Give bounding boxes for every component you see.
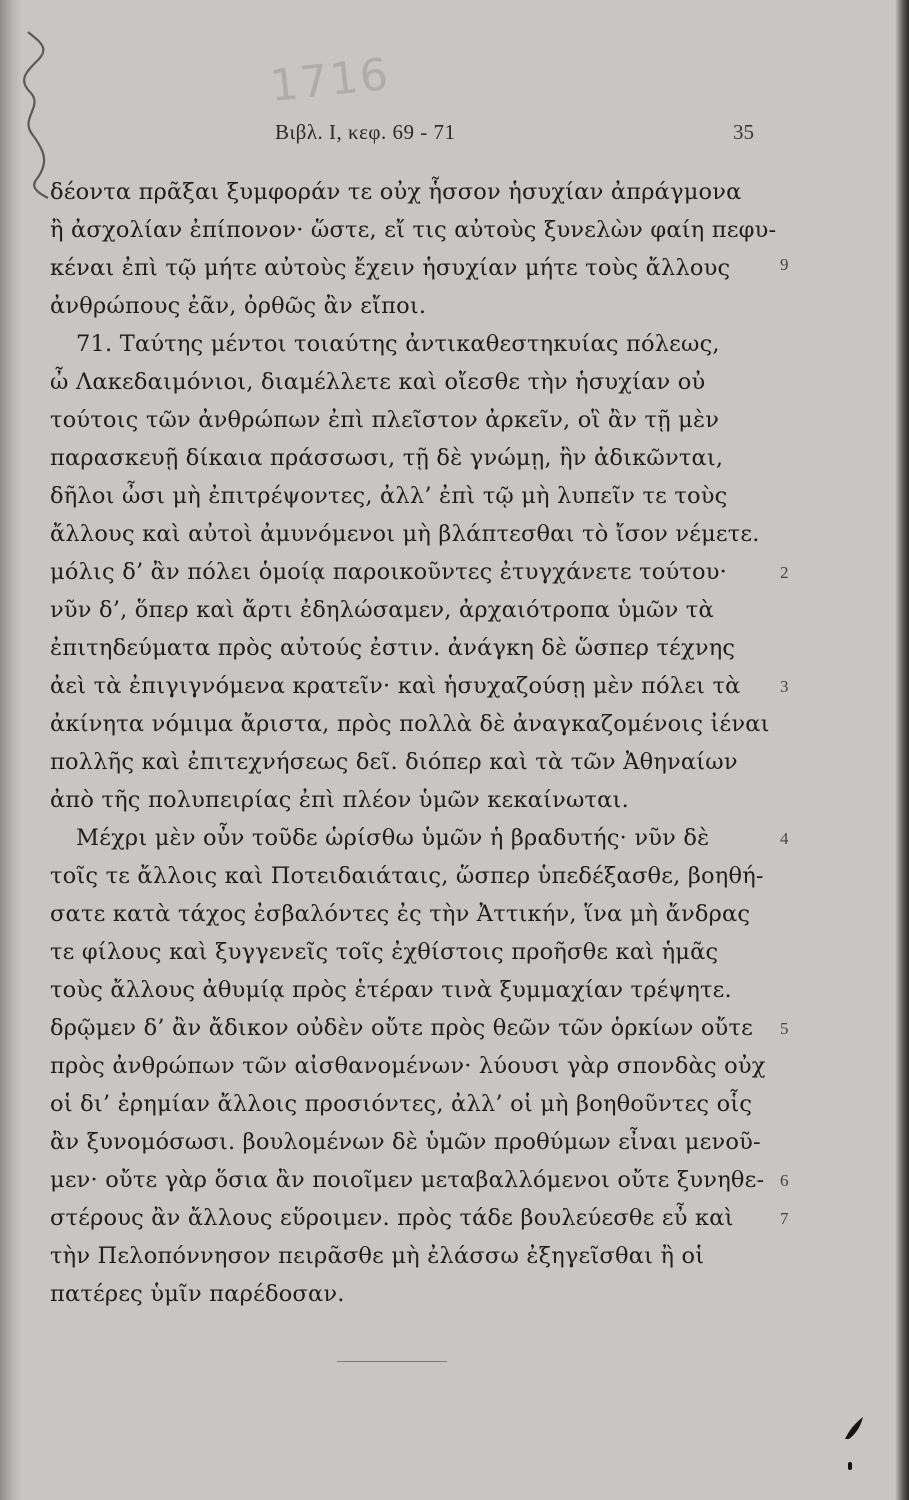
- text-line: τοὺς ἄλλους ἀθυμίᾳ πρὸς ἑτέραν τινὰ ξυμμαχίαν τρέψητε.: [50, 977, 732, 1003]
- text-line: δέοντα πρᾶξαι ξυμφοράν τε οὐχ ἧσσον ἡσυχίαν ἀπράγμονα: [50, 179, 742, 205]
- text-line: πατέρες ὑμῖν παρέδοσαν.: [50, 1281, 345, 1307]
- section-number: 2: [780, 563, 789, 582]
- text-line: τοῖς τε ἄλλοις καὶ Ποτειδαιάταις, ὥσπερ ὑπεδέξασθε, βοηθή-: [50, 863, 764, 889]
- section-number: 3: [780, 677, 789, 696]
- text-line: πολλῆς καὶ ἐπιτεχνήσεως δεῖ. διόπερ καὶ τὰ τῶν Ἀθηναίων: [50, 749, 738, 775]
- text-line: στέρους ἂν ἄλλους εὕροιμεν. πρὸς τάδε βουλεύεσθε εὖ καὶ: [50, 1205, 734, 1231]
- text-line: πρὸς ἀνθρώπων τῶν αἰσθανομένων· λύουσι γὰρ σπονδὰς οὐχ: [50, 1053, 766, 1079]
- text-line: κέναι ἐπὶ τῷ μήτε αὐτοὺς ἔχειν ἡσυχίαν μήτε τοὺς ἄλλους: [50, 255, 731, 281]
- section-number: 7: [780, 1209, 789, 1228]
- text-line: ὦ Λακεδαιμόνιοι, διαμέλλετε καὶ οἴεσθε τὴν ἡσυχίαν οὐ: [50, 369, 706, 395]
- section-number: 9: [780, 255, 789, 274]
- text-line: νῦν δ’, ὅπερ καὶ ἄρτι ἐδηλώσαμεν, ἀρχαιότροπα ὑμῶν τὰ: [50, 597, 714, 623]
- text-line: τούτοις τῶν ἀνθρώπων ἐπὶ πλεῖστον ἀρκεῖν, οἳ ἂν τῇ μὲν: [50, 407, 720, 433]
- text-line: ἄλλους καὶ αὐτοὶ ἀμυνόμενοι μὴ βλάπτεσθαι τὸ ἴσον νέμετε.: [50, 521, 760, 547]
- text-line: μεν· οὔτε γὰρ ὅσια ἂν ποιοῖμεν μεταβαλλόμενοι οὔτε ξυνηθε-: [50, 1167, 765, 1193]
- text-line: τὴν Πελοπόννησον πειρᾶσθε μὴ ἐλάσσω ἐξηγεῖσθαι ἢ οἱ: [50, 1243, 705, 1269]
- text-line: ἀκίνητα νόμιμα ἄριστα, πρὸς πολλὰ δὲ ἀναγκαζομένοις ἰέναι: [50, 711, 770, 737]
- running-head: Βιβλ. Ι, κεφ. 69 - 71: [275, 120, 456, 144]
- text-line: ἐπιτηδεύματα πρὸς αὐτούς ἐστιν. ἀνάγκη δὲ ὥσπερ τέχνης: [50, 635, 736, 661]
- paragraph-start-line: Μέχρι μὲν οὖν τοῦδε ὡρίσθω ὑμῶν ἡ βραδυτής· νῦν δὲ: [76, 825, 710, 851]
- pencil-annotation: 1716: [267, 48, 393, 113]
- ink-dot: [848, 1462, 852, 1470]
- text-line: δρῷμεν δ’ ἂν ἄδικον οὐδὲν οὔτε πρὸς θεῶν τῶν ὁρκίων οὔτε: [50, 1015, 753, 1041]
- section-number: 5: [780, 1019, 789, 1038]
- text-line: σατε κατὰ τάχος ἐσβαλόντες ἐς τὴν Ἀττικήν, ἵνα μὴ ἄνδρας: [50, 901, 751, 927]
- page-number: 35: [733, 120, 754, 144]
- text-line: ἢ ἀσχολίαν ἐπίπονον· ὥστε, εἴ τις αὐτοὺς ξυνελὼν φαίη πεφυ-: [50, 217, 777, 243]
- ink-blot-icon: [843, 1415, 867, 1441]
- end-rule: [337, 1361, 447, 1362]
- text-line: μόλις δ’ ἂν πόλει ὁμοίᾳ παροικοῦντες ἐτυγχάνετε τούτου·: [50, 559, 727, 585]
- text-line: οἱ δι’ ἐρημίαν ἄλλοις προσιόντες, ἀλλ’ οἱ μὴ βοηθοῦντες οἷς: [50, 1091, 753, 1117]
- text-line: ἀεὶ τὰ ἐπιγιγνόμενα κρατεῖν· καὶ ἡσυχαζούσῃ μὲν πόλει τὰ: [50, 673, 741, 699]
- text-line: παρασκευῇ δίκαια πράσσωσι, τῇ δὲ γνώμῃ, ἢν ἀδικῶνται,: [50, 445, 724, 471]
- text-line: ἀπὸ τῆς πολυπειρίας ἐπὶ πλέον ὑμῶν κεκαίνωται.: [50, 787, 629, 813]
- text-line: ἀνθρώπους ἐᾶν, ὀρθῶς ἂν εἴποι.: [50, 293, 427, 319]
- section-number: 4: [780, 829, 789, 848]
- chapter-start-line: 71. Ταύτης μέντοι τοιαύτης ἀντικαθεστηκυίας πόλεως,: [76, 331, 720, 357]
- text-line: τε φίλους καὶ ξυγγενεῖς τοῖς ἐχθίστοις προῆσθε καὶ ἡμᾶς: [50, 939, 719, 965]
- text-line: δῆλοι ὦσι μὴ ἐπιτρέψοντες, ἀλλ’ ἐπὶ τῷ μὴ λυπεῖν τε τοὺς: [50, 483, 728, 509]
- text-line: ἂν ξυνομόσωσι. βουλομένων δὲ ὑμῶν προθύμων εἶναι μενοῦ-: [50, 1129, 761, 1155]
- section-number: 6: [780, 1171, 789, 1190]
